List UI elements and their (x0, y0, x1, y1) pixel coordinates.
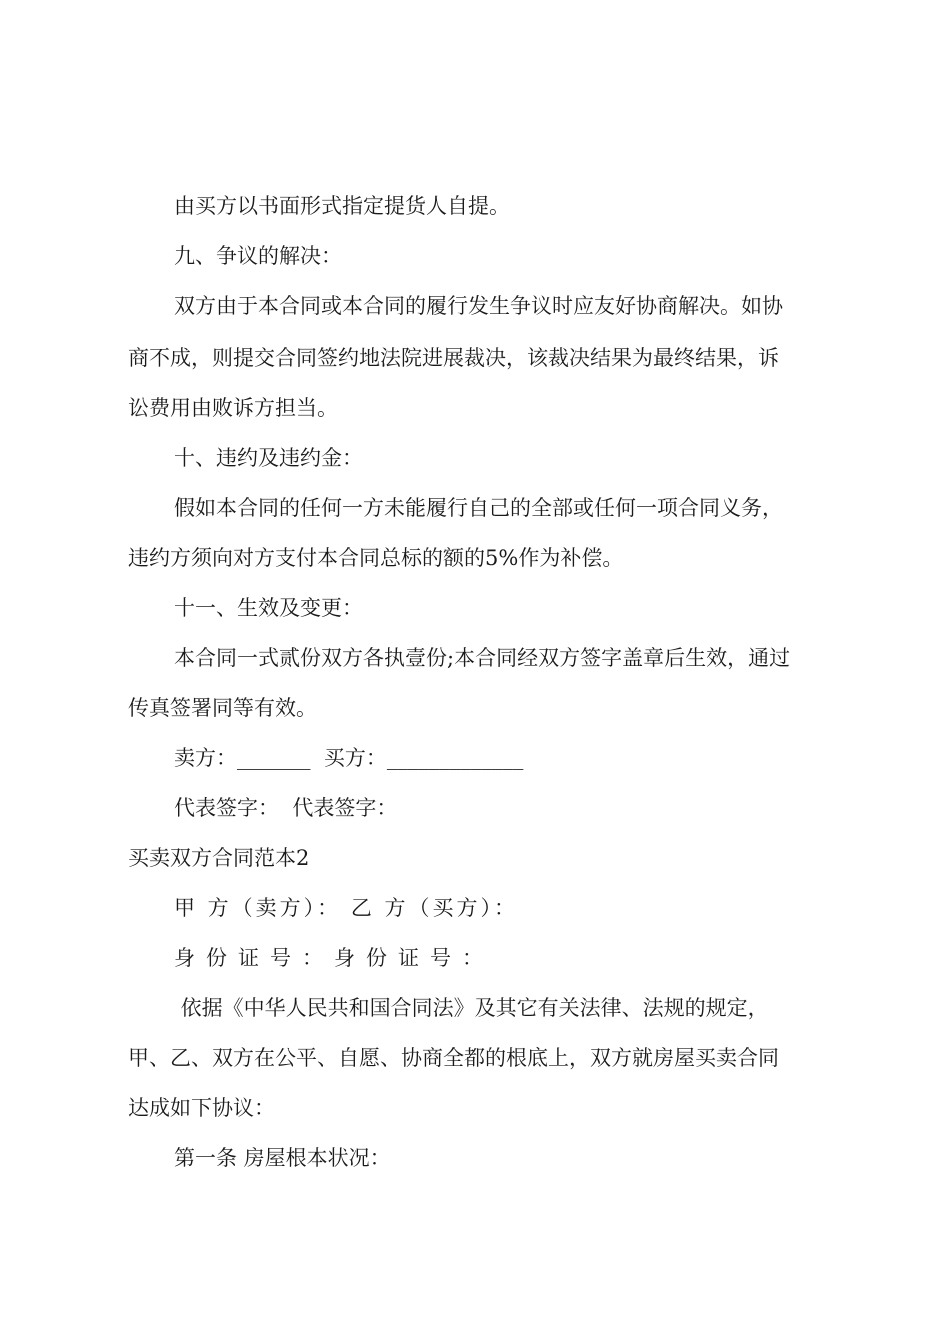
paragraph-line: 违约方须向对方支付本合同总标的额的5%作为补偿。 (128, 546, 624, 570)
paragraph-line: 甲、乙、双方在公平、自愿、协商全都的根底上，双方就房屋买卖合同 (128, 1046, 779, 1070)
paragraph-line: 双方由于本合同或本合同的履行发生争议时应友好协商解决。如协 (174, 294, 783, 318)
signature-line: 卖方：_______ 买方：_____________ (174, 746, 524, 770)
section-heading: 第一条 房屋根本状况： (174, 1146, 391, 1170)
paragraph-line: 讼费用由败诉方担当。 (128, 396, 338, 420)
section-heading: 十、违约及违约金： (174, 446, 363, 470)
document-title: 买卖双方合同范本2 (128, 846, 310, 870)
paragraph-line: 传真签署同等有效。 (128, 696, 317, 720)
paragraph-line: 由买方以书面形式指定提货人自提。 (174, 194, 510, 218)
paragraph-line: 本合同一式贰份双方各执壹份;本合同经双方签字盖章后生效，通过 (174, 646, 791, 670)
paragraph-line: 依据《中华人民共和国合同法》及其它有关法律、法规的规定， (174, 996, 769, 1020)
section-heading: 十一、生效及变更： (174, 596, 363, 620)
id-number-line: 身份证号：身份证号： (174, 946, 494, 970)
paragraph-line: 假如本合同的任何一方未能履行自己的全部或任何一项合同义务， (174, 496, 783, 520)
signature-line: 代表签字： 代表签字： (174, 796, 398, 820)
section-heading: 九、争议的解决： (174, 244, 342, 268)
paragraph-line: 商不成，则提交合同签约地法院进展裁决，该裁决结果为最终结果，诉 (128, 346, 779, 370)
paragraph-line: 达成如下协议： (128, 1096, 275, 1120)
party-line: 甲 方（卖方）： 乙 方（买方）： (174, 896, 519, 920)
